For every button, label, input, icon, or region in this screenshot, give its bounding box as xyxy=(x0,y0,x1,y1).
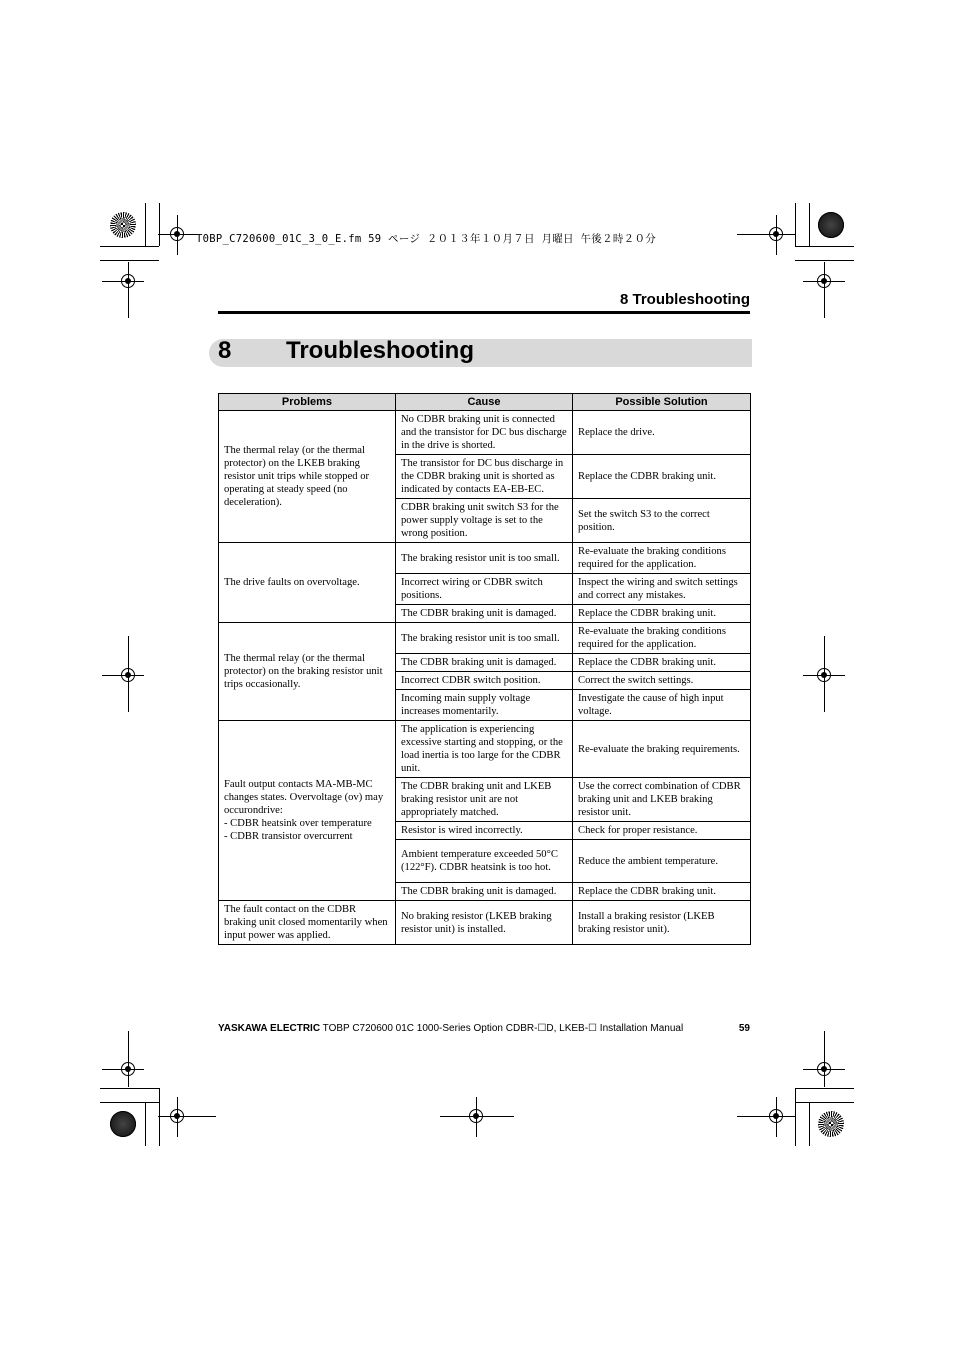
problem-cell: The thermal relay (or the thermal protector) on the braking resistor unit trips occasionally. xyxy=(219,623,396,721)
column-header-cause: Cause xyxy=(396,394,573,411)
color-bar-disc-icon xyxy=(818,1111,844,1137)
column-header-problems: Problems xyxy=(219,394,396,411)
registration-mark-icon xyxy=(817,1062,831,1076)
color-bar-disc-icon xyxy=(110,212,136,238)
solution-cell: Re-evaluate the braking conditions required for the application. xyxy=(573,623,751,654)
problem-cell: The thermal relay (or the thermal protector) on the LKEB braking resistor unit trips while stopped or operating at steady speed (no deceleration). xyxy=(219,411,396,543)
troubleshooting-table xyxy=(218,393,751,945)
solution-cell: Replace the CDBR braking unit. xyxy=(573,654,751,672)
solution-cell: Inspect the wiring and switch settings and correct any mistakes. xyxy=(573,574,751,605)
solution-cell: Investigate the cause of high input voltage. xyxy=(573,690,751,721)
cause-cell: Resistor is wired incorrectly. xyxy=(396,822,573,840)
cause-cell: Incorrect CDBR switch position. xyxy=(396,672,573,690)
registration-mark-icon xyxy=(121,668,135,682)
page-title: Troubleshooting xyxy=(286,337,474,364)
table-row xyxy=(219,411,751,455)
page-footer xyxy=(218,1023,750,1034)
table-row xyxy=(219,721,751,778)
table-header-row xyxy=(219,394,751,411)
registration-mark-icon xyxy=(170,1109,184,1123)
running-header: 8 Troubleshooting xyxy=(620,291,750,308)
cause-cell: The CDBR braking unit is damaged. xyxy=(396,605,573,623)
footer-brand: YASKAWA ELECTRIC xyxy=(218,1023,321,1034)
cause-cell: Incorrect wiring or CDBR switch positions. xyxy=(396,574,573,605)
table-row xyxy=(219,901,751,945)
solution-cell: Install a braking resistor (LKEB braking resistor unit). xyxy=(573,901,751,945)
registration-mark-icon xyxy=(170,227,184,241)
footer-document-title: TOBP C720600 01C 1000-Series Option CDBR-☐D, LKEB-☐ Installation Manual xyxy=(322,1023,684,1034)
column-header-solution: Possible Solution xyxy=(573,394,751,411)
cause-cell: CDBR braking unit switch S3 for the power supply voltage is set to the wrong position. xyxy=(396,499,573,543)
table-row xyxy=(219,623,751,654)
problem-cell: The drive faults on overvoltage. xyxy=(219,543,396,623)
color-bar-disc-icon xyxy=(110,1111,136,1137)
cause-cell: No braking resistor (LKEB braking resistor unit) is installed. xyxy=(396,901,573,945)
cause-cell: The CDBR braking unit and LKEB braking resistor unit are not appropriately matched. xyxy=(396,778,573,822)
solution-cell: Replace the CDBR braking unit. xyxy=(573,455,751,499)
solution-cell: Replace the CDBR braking unit. xyxy=(573,883,751,901)
cause-cell: The braking resistor unit is too small. xyxy=(396,543,573,574)
solution-cell: Correct the switch settings. xyxy=(573,672,751,690)
cause-cell: The application is experiencing excessive starting and stopping, or the load inertia is too large for the CDBR unit. xyxy=(396,721,573,778)
solution-cell: Replace the CDBR braking unit. xyxy=(573,605,751,623)
problem-line: - CDBR transistor overcurrent xyxy=(224,831,353,842)
header-rule xyxy=(218,311,750,314)
file-header: T0BP_C720600_01C_3_0_E.fm 59 ページ ２０１３年１０月７日 月曜日 午後２時２０分 xyxy=(196,233,657,245)
cause-cell: Incoming main supply voltage increases momentarily. xyxy=(396,690,573,721)
solution-cell: Use the correct combination of CDBR braking unit and LKEB braking resistor unit. xyxy=(573,778,751,822)
solution-cell: Replace the drive. xyxy=(573,411,751,455)
registration-mark-icon xyxy=(769,1109,783,1123)
cause-cell: The braking resistor unit is too small. xyxy=(396,623,573,654)
registration-mark-icon xyxy=(817,668,831,682)
color-bar-disc-icon xyxy=(818,212,844,238)
problem-line: - CDBR heatsink over temperature xyxy=(224,818,372,829)
problem-line: Fault output contacts MA-MB-MC changes states. Overvoltage (ov) may occurondrive: xyxy=(224,779,384,816)
registration-mark-icon xyxy=(817,274,831,288)
solution-cell: Check for proper resistance. xyxy=(573,822,751,840)
cause-cell: The CDBR braking unit is damaged. xyxy=(396,883,573,901)
registration-mark-icon xyxy=(769,227,783,241)
registration-mark-icon xyxy=(121,274,135,288)
cause-cell: No CDBR braking unit is connected and the transistor for DC bus discharge in the drive is shorted. xyxy=(396,411,573,455)
registration-mark-icon xyxy=(469,1109,483,1123)
problem-cell: The fault contact on the CDBR braking unit closed momentarily when input power was applied. xyxy=(219,901,396,945)
solution-cell: Re-evaluate the braking conditions required for the application. xyxy=(573,543,751,574)
cause-cell: The transistor for DC bus discharge in the CDBR braking unit is shorted as indicated by contacts EA-EB-EC. xyxy=(396,455,573,499)
solution-cell: Set the switch S3 to the correct position. xyxy=(573,499,751,543)
solution-cell: Re-evaluate the braking requirements. xyxy=(573,721,751,778)
chapter-number: 8 xyxy=(218,337,232,364)
solution-cell: Reduce the ambient temperature. xyxy=(573,840,751,883)
table-row xyxy=(219,543,751,574)
page-number: 59 xyxy=(738,1023,750,1034)
cause-cell: Ambient temperature exceeded 50°C (122°F). CDBR heatsink is too hot. xyxy=(396,840,573,883)
problem-cell xyxy=(219,721,396,901)
registration-mark-icon xyxy=(121,1062,135,1076)
cause-cell: The CDBR braking unit is damaged. xyxy=(396,654,573,672)
